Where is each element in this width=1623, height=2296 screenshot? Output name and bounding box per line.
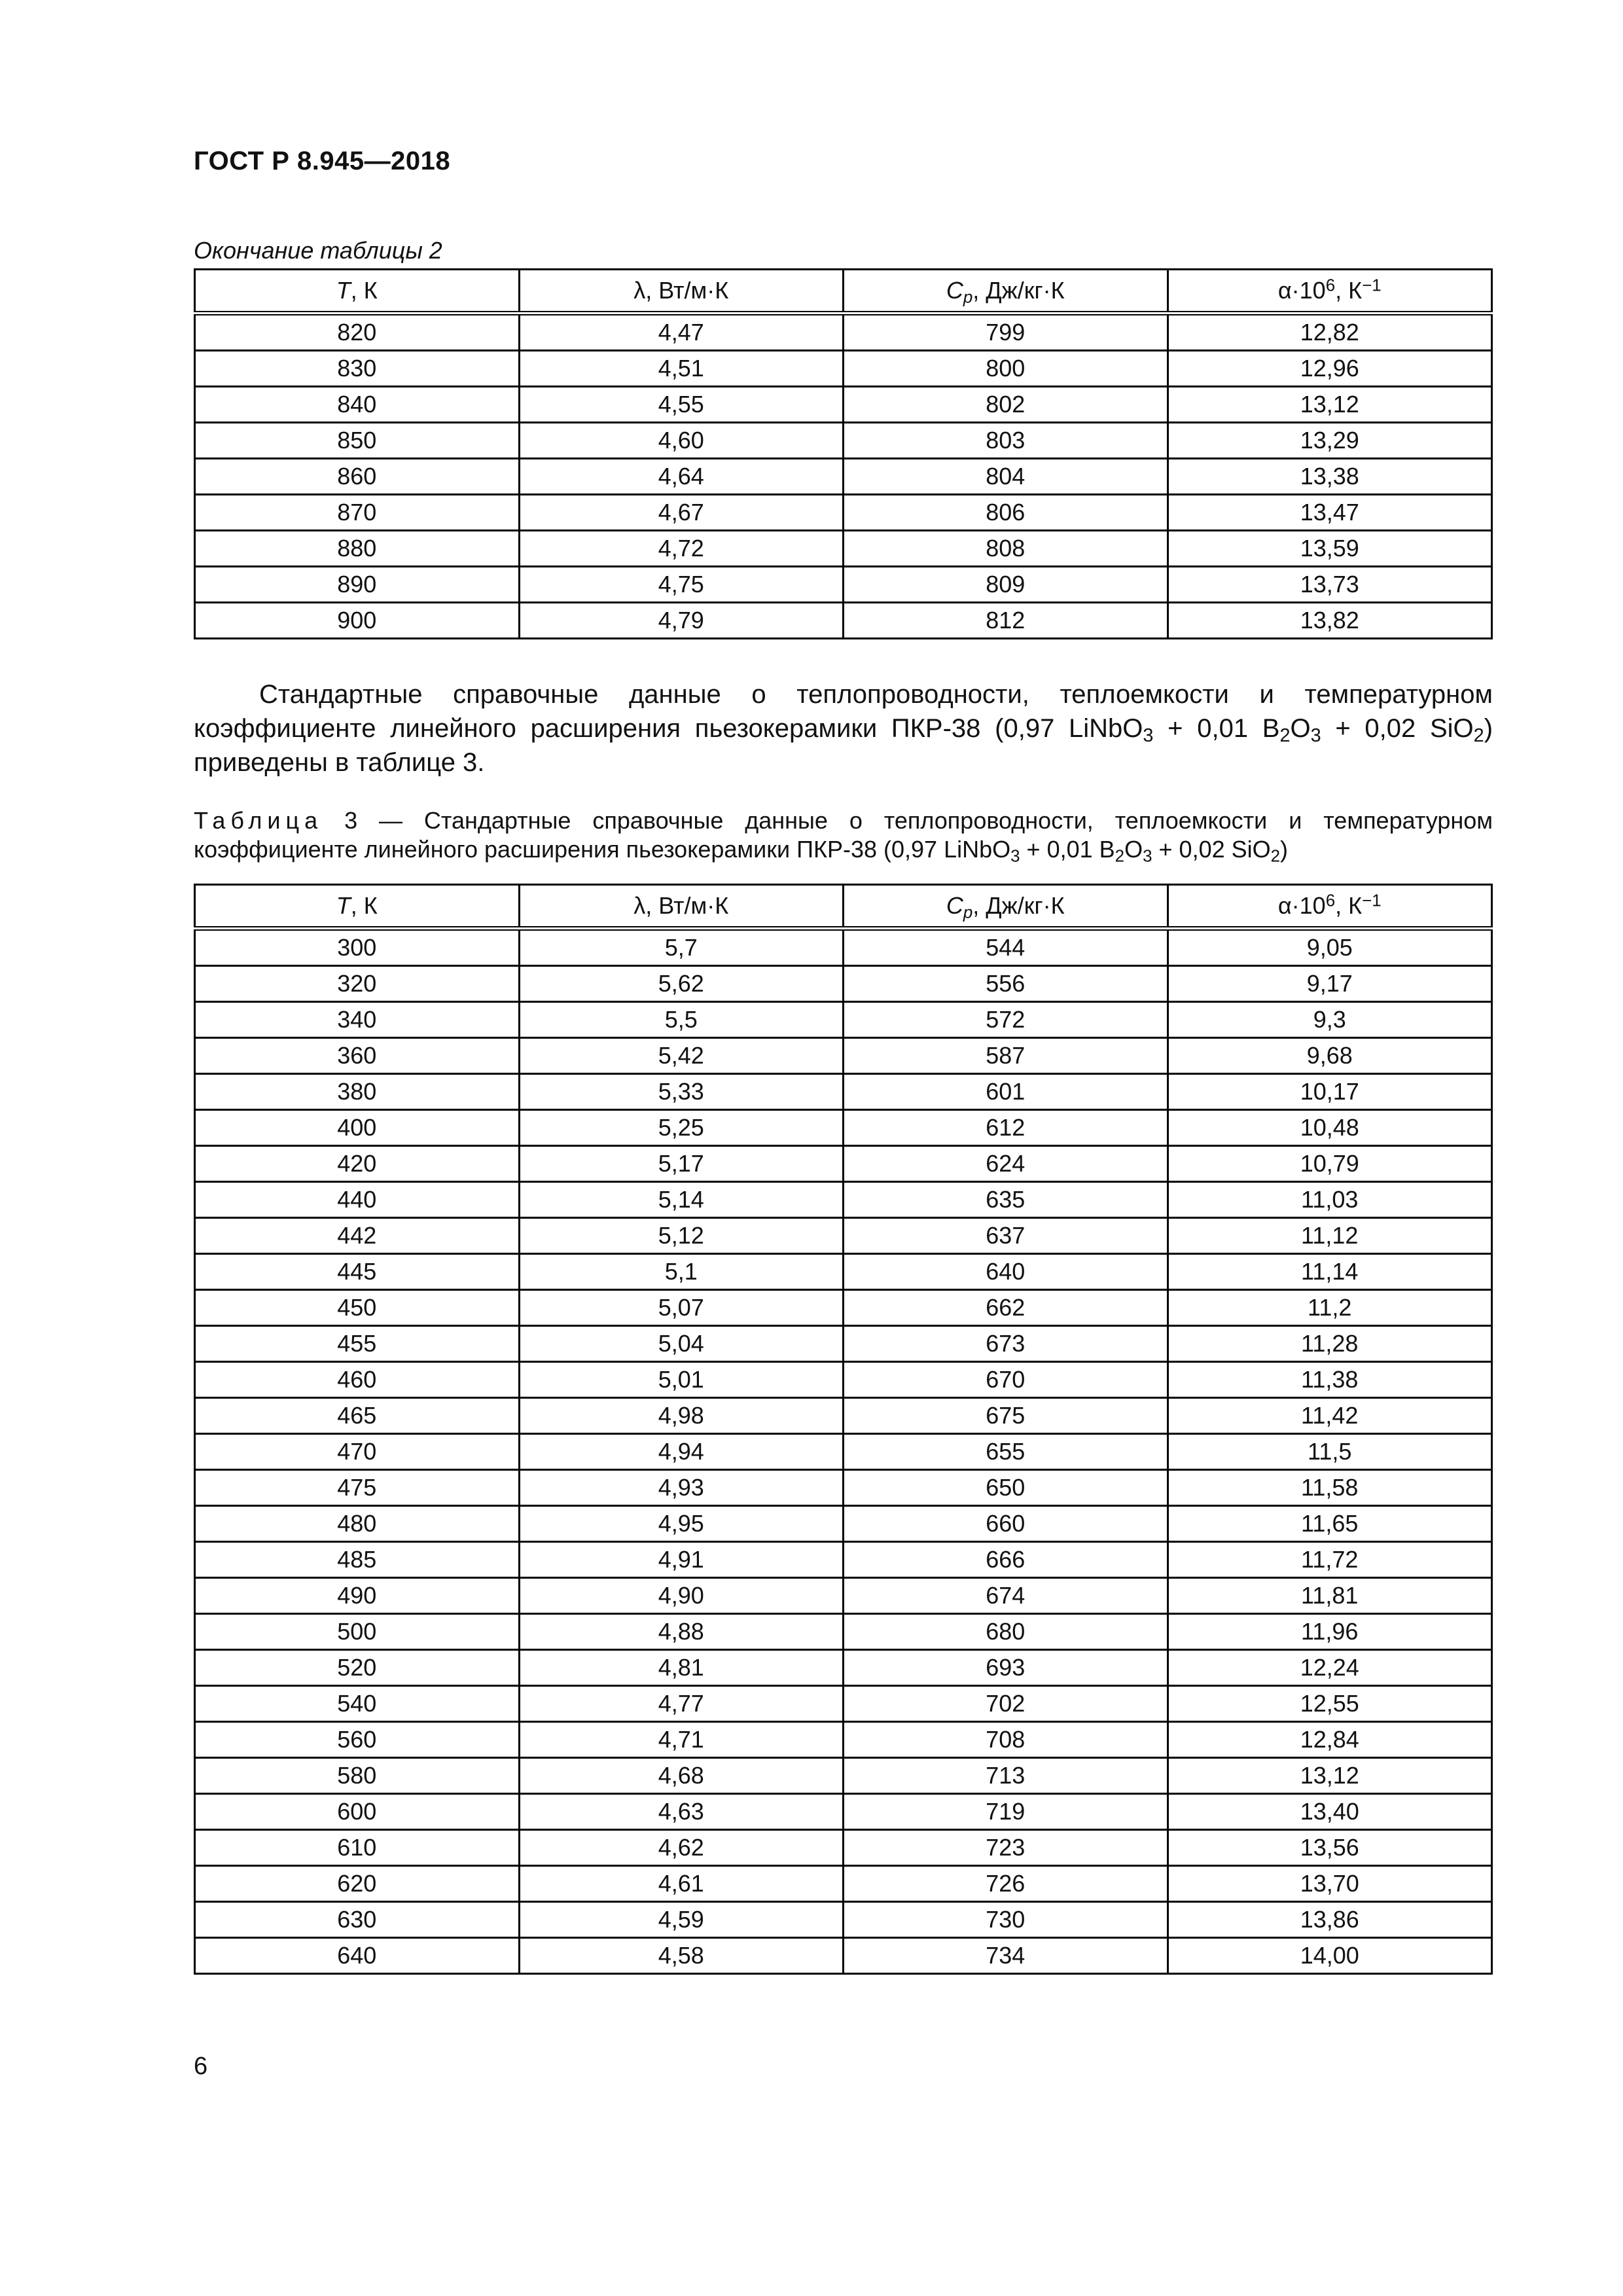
table-cell: 723	[844, 1830, 1168, 1866]
table-row	[195, 1290, 1492, 1326]
table-cell: 11,42	[1168, 1398, 1492, 1434]
table-cell: 5,17	[519, 1146, 844, 1182]
table-cell: 5,42	[519, 1038, 844, 1074]
table-cell: 11,81	[1168, 1578, 1492, 1614]
table-cell: 13,29	[1168, 423, 1492, 459]
table-cell: 420	[195, 1146, 520, 1182]
table-cell: 460	[195, 1362, 520, 1398]
table-cell: 693	[844, 1650, 1168, 1686]
table-row	[195, 1218, 1492, 1254]
table-cell: 650	[844, 1470, 1168, 1506]
table-cell: 475	[195, 1470, 520, 1506]
table-row	[195, 1506, 1492, 1542]
table-cell: 640	[195, 1938, 520, 1974]
table-cell: 5,25	[519, 1110, 844, 1146]
table-cell: 4,63	[519, 1794, 844, 1830]
table-cell: 12,55	[1168, 1686, 1492, 1722]
col-expansion: $\alpha\cdot 10^6$, $К^{-1}$	[1168, 270, 1492, 314]
table-cell: 11,12	[1168, 1218, 1492, 1254]
table-cell: 620	[195, 1866, 520, 1902]
table-cell: 4,59	[519, 1902, 844, 1938]
table2-caption: Окончание таблицы 2	[194, 237, 442, 264]
table-row	[195, 1722, 1492, 1758]
table-cell: 480	[195, 1506, 520, 1542]
table-cell: 808	[844, 531, 1168, 567]
table-cell: 500	[195, 1614, 520, 1650]
table-cell: 4,98	[519, 1398, 844, 1434]
table-cell: 662	[844, 1290, 1168, 1326]
table-cell: 11,14	[1168, 1254, 1492, 1290]
table-cell: 820	[195, 314, 520, 351]
table-cell: 5,14	[519, 1182, 844, 1218]
table-cell: 9,3	[1168, 1002, 1492, 1038]
col-conductivity: λ, Вт/м·К	[519, 270, 844, 314]
col-heat-capacity: $C_p$, Дж/кг·К	[844, 270, 1168, 314]
table-row	[195, 1902, 1492, 1938]
table-row	[195, 423, 1492, 459]
table-cell: 4,55	[519, 387, 844, 423]
table-cell: 13,38	[1168, 459, 1492, 495]
table-row	[195, 1434, 1492, 1470]
table-cell: 4,64	[519, 459, 844, 495]
table-row	[195, 1074, 1492, 1110]
table-cell: 12,96	[1168, 351, 1492, 387]
table-cell: 4,75	[519, 567, 844, 603]
table-cell: 11,2	[1168, 1290, 1492, 1326]
table-cell: 860	[195, 459, 520, 495]
table-cell: 4,81	[519, 1650, 844, 1686]
table-cell: 5,33	[519, 1074, 844, 1110]
body-paragraph: Стандартные справочные данные о теплопроводности, теплоемкости и температурном коэффициенте линейного расширения пьезокерамики ПКР-38 (0,97 LiNbO$_3$ + 0,01 $B_2O_3 + 0,02$ SiO$_2$) приведены в таблице 3.	[194, 680, 1493, 777]
table-cell: 5,07	[519, 1290, 844, 1326]
table-cell: 4,79	[519, 603, 844, 639]
table2-header-row	[195, 270, 1492, 314]
table-cell: 11,5	[1168, 1434, 1492, 1470]
table-row	[195, 1758, 1492, 1794]
table-cell: 10,17	[1168, 1074, 1492, 1110]
table-cell: 10,79	[1168, 1146, 1492, 1182]
table-cell: 11,58	[1168, 1470, 1492, 1506]
table3-body	[195, 929, 1492, 1974]
table-cell: 900	[195, 603, 520, 639]
table-cell: 440	[195, 1182, 520, 1218]
table-cell: 13,59	[1168, 531, 1492, 567]
table-cell: 610	[195, 1830, 520, 1866]
table-cell: 840	[195, 387, 520, 423]
table-cell: 455	[195, 1326, 520, 1362]
table-cell: 4,51	[519, 351, 844, 387]
table-row	[195, 1182, 1492, 1218]
table-cell: 14,00	[1168, 1938, 1492, 1974]
page-number: 6	[194, 2053, 208, 2080]
table-cell: 11,03	[1168, 1182, 1492, 1218]
table-cell: 630	[195, 1902, 520, 1938]
table-cell: 300	[195, 929, 520, 966]
table-cell: 540	[195, 1686, 520, 1722]
table-cell: 799	[844, 314, 1168, 351]
table-cell: 9,68	[1168, 1038, 1492, 1074]
table-cell: 442	[195, 1218, 520, 1254]
col-temperature: T, К	[195, 885, 520, 929]
col-conductivity: λ, Вт/м·К	[519, 885, 844, 929]
table-row	[195, 1794, 1492, 1830]
table-cell: 4,61	[519, 1866, 844, 1902]
table-cell: 4,67	[519, 495, 844, 531]
table-cell: 4,60	[519, 423, 844, 459]
table-row	[195, 1146, 1492, 1182]
table-cell: 5,01	[519, 1362, 844, 1398]
table-row	[195, 1470, 1492, 1506]
table-cell: 600	[195, 1794, 520, 1830]
table-cell: 445	[195, 1254, 520, 1290]
table-cell: 13,86	[1168, 1902, 1492, 1938]
table-cell: 470	[195, 1434, 520, 1470]
table-cell: 450	[195, 1290, 520, 1326]
table-row	[195, 1542, 1492, 1578]
table-cell: 556	[844, 966, 1168, 1002]
table-cell: 490	[195, 1578, 520, 1614]
table-cell: 587	[844, 1038, 1168, 1074]
table-row	[195, 1038, 1492, 1074]
table-cell: 380	[195, 1074, 520, 1110]
table-cell: 4,90	[519, 1578, 844, 1614]
table-cell: 11,65	[1168, 1506, 1492, 1542]
col-temperature: T, К	[195, 270, 520, 314]
table-cell: 809	[844, 567, 1168, 603]
table-cell: 640	[844, 1254, 1168, 1290]
table-cell: 13,47	[1168, 495, 1492, 531]
table-cell: 4,95	[519, 1506, 844, 1542]
table-row	[195, 1362, 1492, 1398]
table-row	[195, 567, 1492, 603]
table-row	[195, 1686, 1492, 1722]
table-cell: 560	[195, 1722, 520, 1758]
table-row	[195, 1578, 1492, 1614]
table-cell: 803	[844, 423, 1168, 459]
page-header: ГОСТ Р 8.945—2018	[194, 147, 451, 175]
table-row	[195, 531, 1492, 567]
table-cell: 4,47	[519, 314, 844, 351]
table-row	[195, 314, 1492, 351]
table-cell: 5,1	[519, 1254, 844, 1290]
table-row	[195, 929, 1492, 966]
table-3	[194, 884, 1493, 1975]
table-cell: 5,12	[519, 1218, 844, 1254]
table-cell: 624	[844, 1146, 1168, 1182]
table-cell: 13,12	[1168, 387, 1492, 423]
table-cell: 804	[844, 459, 1168, 495]
table-row	[195, 495, 1492, 531]
table-cell: 9,05	[1168, 929, 1492, 966]
col-expansion: $\alpha\cdot 10^6$, $К^{-1}$	[1168, 885, 1492, 929]
table-cell: 11,72	[1168, 1542, 1492, 1578]
table-row	[195, 1398, 1492, 1434]
table-cell: 802	[844, 387, 1168, 423]
table-cell: 719	[844, 1794, 1168, 1830]
table-cell: 830	[195, 351, 520, 387]
table-cell: 670	[844, 1362, 1168, 1398]
table-cell: 320	[195, 966, 520, 1002]
table-row	[195, 1002, 1492, 1038]
table-cell: 812	[844, 603, 1168, 639]
table-cell: 5,62	[519, 966, 844, 1002]
table-cell: 4,88	[519, 1614, 844, 1650]
table-cell: 4,68	[519, 1758, 844, 1794]
table-row	[195, 459, 1492, 495]
table-row	[195, 966, 1492, 1002]
table-row	[195, 387, 1492, 423]
table-cell: 12,24	[1168, 1650, 1492, 1686]
table-cell: 13,40	[1168, 1794, 1492, 1830]
table3-caption: Таблица 3 — Стандартные справочные данные о теплопроводности, теплоемкости и температурном коэффициенте линейного расширения пьезокерамики ПКР-38 (0,97 LiNbO$_3$ + 0,01 $B_2O_3 + 0,02$ SiO$_2$)	[194, 807, 1493, 866]
table-2	[194, 268, 1493, 639]
table-row	[195, 1938, 1492, 1974]
table-cell: 806	[844, 495, 1168, 531]
table-cell: 4,94	[519, 1434, 844, 1470]
table-row	[195, 1254, 1492, 1290]
table-cell: 485	[195, 1542, 520, 1578]
table-cell: 4,91	[519, 1542, 844, 1578]
table-cell: 5,5	[519, 1002, 844, 1038]
table-cell: 340	[195, 1002, 520, 1038]
table-row	[195, 603, 1492, 639]
table-cell: 800	[844, 351, 1168, 387]
table-cell: 580	[195, 1758, 520, 1794]
table-row	[195, 1614, 1492, 1650]
table-cell: 4,72	[519, 531, 844, 567]
table-cell: 708	[844, 1722, 1168, 1758]
table-cell: 5,7	[519, 929, 844, 966]
table-cell: 4,62	[519, 1830, 844, 1866]
table-row	[195, 1866, 1492, 1902]
table-cell: 637	[844, 1218, 1168, 1254]
table-cell: 850	[195, 423, 520, 459]
table-cell: 10,48	[1168, 1110, 1492, 1146]
table-cell: 890	[195, 567, 520, 603]
table-cell: 673	[844, 1326, 1168, 1362]
table3-header-row	[195, 885, 1492, 929]
table-row	[195, 1830, 1492, 1866]
table-cell: 13,82	[1168, 603, 1492, 639]
table-cell: 465	[195, 1398, 520, 1434]
table-cell: 730	[844, 1902, 1168, 1938]
table-cell: 655	[844, 1434, 1168, 1470]
table-cell: 726	[844, 1866, 1168, 1902]
table-cell: 360	[195, 1038, 520, 1074]
table-cell: 11,28	[1168, 1326, 1492, 1362]
table-row	[195, 1326, 1492, 1362]
table-row	[195, 1650, 1492, 1686]
table-row	[195, 351, 1492, 387]
table-cell: 4,58	[519, 1938, 844, 1974]
table-cell: 674	[844, 1578, 1168, 1614]
table-cell: 675	[844, 1398, 1168, 1434]
table-cell: 601	[844, 1074, 1168, 1110]
table-cell: 4,93	[519, 1470, 844, 1506]
table-cell: 680	[844, 1614, 1168, 1650]
table-cell: 400	[195, 1110, 520, 1146]
table-cell: 13,70	[1168, 1866, 1492, 1902]
table-cell: 572	[844, 1002, 1168, 1038]
table-cell: 544	[844, 929, 1168, 966]
table-cell: 13,12	[1168, 1758, 1492, 1794]
table-cell: 4,71	[519, 1722, 844, 1758]
table-cell: 660	[844, 1506, 1168, 1542]
table-cell: 13,73	[1168, 567, 1492, 603]
table-cell: 5,04	[519, 1326, 844, 1362]
table-cell: 734	[844, 1938, 1168, 1974]
col-heat-capacity: $C_p$, Дж/кг·К	[844, 885, 1168, 929]
table2-body	[195, 314, 1492, 639]
table-cell: 880	[195, 531, 520, 567]
table-cell: 11,38	[1168, 1362, 1492, 1398]
table-cell: 520	[195, 1650, 520, 1686]
table-cell: 4,77	[519, 1686, 844, 1722]
table-cell: 9,17	[1168, 966, 1492, 1002]
table-cell: 612	[844, 1110, 1168, 1146]
table-row	[195, 1110, 1492, 1146]
table-cell: 702	[844, 1686, 1168, 1722]
table-cell: 635	[844, 1182, 1168, 1218]
table-cell: 12,82	[1168, 314, 1492, 351]
table-cell: 11,96	[1168, 1614, 1492, 1650]
table-cell: 13,56	[1168, 1830, 1492, 1866]
table-cell: 713	[844, 1758, 1168, 1794]
table-cell: 12,84	[1168, 1722, 1492, 1758]
table-cell: 870	[195, 495, 520, 531]
table-cell: 666	[844, 1542, 1168, 1578]
